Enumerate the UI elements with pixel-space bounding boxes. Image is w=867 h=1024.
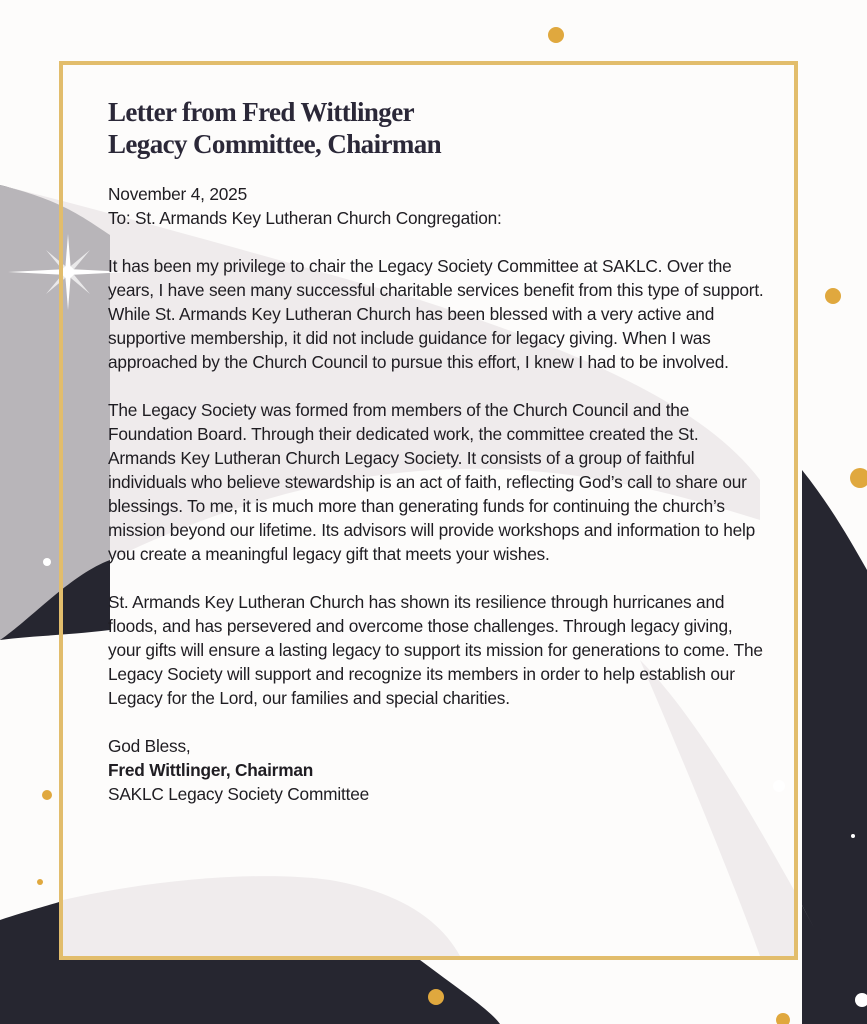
gold-dot [825,288,841,304]
paragraph: The Legacy Society was formed from members of the Church Council and the Foundation Board. Through their dedicated work, the committee created the St. Armands Key Lutheran Church Legacy Society. It consists of a group of faithful individuals who believe stewardship is an act of faith, reflecting God’s call to share our blessings. To me, it is much more than generating funds for continuing the church’s mission beyond our lifetime. Its advisors will provide workshops and information to help you create a meaningful legacy gift that meets your wishes. [108,400,756,564]
navy-wave-bottom-left [0,902,59,960]
letter-recipient: To: St. Armands Key Lutheran Church Congregation: [108,208,502,228]
white-dot [43,558,51,566]
gold-dot [428,989,444,1005]
navy-wave-bottom [0,959,500,1024]
signature-name: Fred Wittlinger, Chairman [108,760,314,780]
heading-line-1: Letter from Fred Wittlinger [108,97,414,127]
paragraph: It has been my privilege to chair the Legacy Society Committee at SAKLC. Over the years, I have seen many successful charitable services benefit from this type of support. While St. Armands Key Lutheran Church has been blessed with a very active and supportive membership, it did not include guidance for legacy giving. When I was approached by the Church Council to pursue this effort, I knew I had to be involved. [108,256,764,372]
heading-line-2: Legacy Committee, Chairman [108,129,442,159]
letter-heading [108,96,768,160]
gold-dot [850,468,867,488]
paragraph: St. Armands Key Lutheran Church has shown its resilience through hurricanes and floods, and has persevered and overcome those challenges. Through legacy giving, your gifts will ensure a lasting legacy to support its mission for generations to come. The Legacy Society will support and recognize its members in order to help establish our Legacy for the Lord, our families and special charities. [108,592,763,708]
letter-body [108,96,768,806]
signature-org: SAKLC Legacy Society Committee [108,784,370,804]
letter-date: November 4, 2025 [108,184,247,204]
white-dot [851,834,855,838]
gold-dot [776,1013,790,1024]
gold-dot [37,879,43,885]
gold-dot [42,790,52,800]
gold-dot [548,27,564,43]
closing: God Bless, [108,736,191,756]
